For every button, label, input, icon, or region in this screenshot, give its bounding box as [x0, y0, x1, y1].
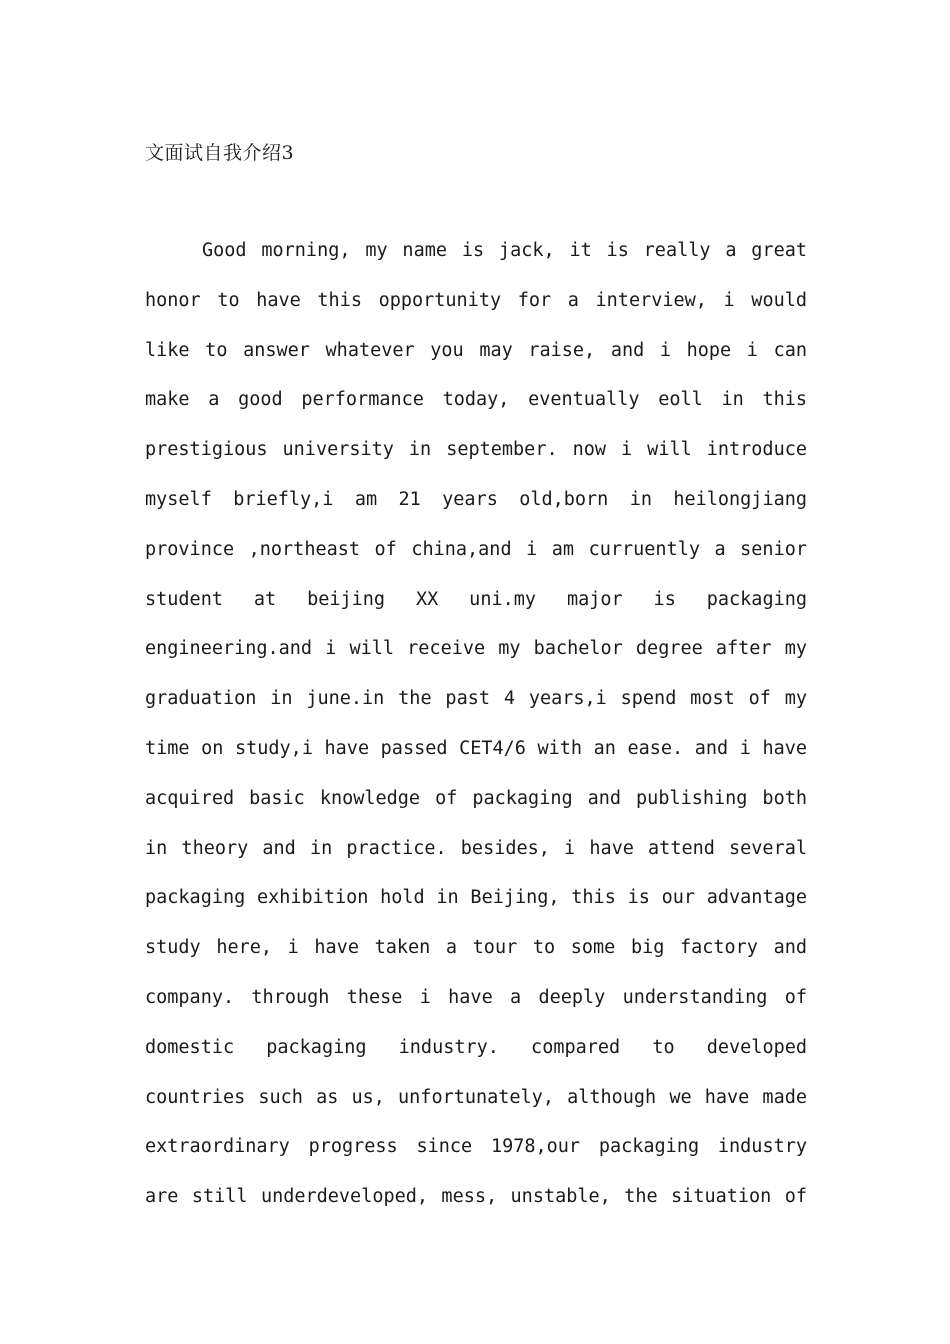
text-line: company. through these i have a deeply understanding of: [145, 986, 807, 1008]
text-line: are still underdeveloped, mess, unstable, the situation of: [145, 1186, 807, 1208]
text-line: prestigious university in september. now i will introduce: [145, 439, 807, 461]
text-line: like to answer whatever you may raise, and i hope i can: [145, 339, 807, 361]
text-line: acquired basic knowledge of packaging and publishing both: [145, 787, 807, 809]
text-line: graduation in june.in the past 4 years,i spend most of my: [145, 688, 807, 710]
text-line: student at beijing XX uni.my major is packaging: [145, 588, 807, 610]
text-line: myself briefly,i am 21 years old,born in heilongjiang: [145, 488, 807, 510]
text-line: packaging exhibition hold in Beijing, this is our advantage: [145, 887, 807, 909]
text-line: engineering.and i will receive my bachelor degree after my: [145, 638, 807, 660]
text-line: Good morning, my name is jack, it is really a great: [202, 240, 807, 261]
text-line: make a good performance today, eventually eoll in this: [145, 389, 807, 411]
text-line: province ,northeast of china,and i am curruently a senior: [145, 538, 807, 560]
text-line: countries such as us, unfortunately, although we have made: [145, 1086, 807, 1108]
text-line: domestic packaging industry. compared to developed: [145, 1036, 807, 1058]
body-paragraph: [145, 234, 807, 1230]
text-line: time on study,i have passed CET4/6 with an ease. and i have: [145, 737, 807, 759]
text-line: study here, i have taken a tour to some big factory and: [145, 937, 807, 959]
text-line: in theory and in practice. besides, i have attend several: [145, 837, 807, 859]
text-line: honor to have this opportunity for a interview, i would: [145, 289, 807, 311]
document-title: 文面试自我介绍3: [145, 142, 295, 164]
text-line: extraordinary progress since 1978,our packaging industry: [145, 1136, 807, 1158]
